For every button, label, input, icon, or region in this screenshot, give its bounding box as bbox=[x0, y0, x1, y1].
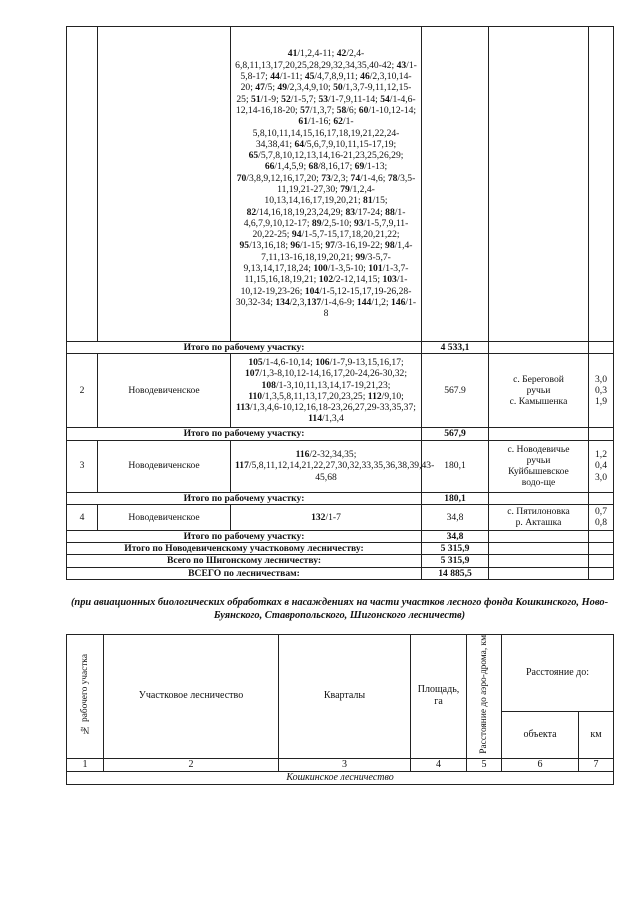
kvartal-number: 81 bbox=[363, 195, 373, 207]
kvartal-vydely: /1-4,6-12,14-16,18-20; bbox=[235, 93, 416, 116]
kvartal-vydely: /14,16,18,19,23,24,29; bbox=[256, 206, 346, 218]
kvartal-vydely: /17-24; bbox=[355, 206, 386, 218]
kvartal-number: 74 bbox=[350, 172, 361, 184]
kvartal-number: 51 bbox=[251, 93, 261, 105]
total-row bbox=[67, 342, 614, 354]
kvartal-vydely: /1,3,7-9,11,12,15-25; bbox=[236, 82, 412, 105]
col-number: 6 bbox=[502, 758, 579, 771]
distance-km: 0,7 0,8 bbox=[589, 504, 614, 530]
kvartal-vydely: /3,5-11,19,21-27,30; bbox=[277, 172, 416, 195]
total-label: ВСЕГО по лесничествам: bbox=[67, 567, 422, 579]
kvartal-number: 58 bbox=[336, 104, 347, 116]
kvartal-number: 96 bbox=[290, 240, 300, 252]
kvartal-vydely: /1-5,7,9,11-20,22-25; bbox=[252, 217, 409, 241]
kvartaly-cell bbox=[231, 27, 422, 342]
kvartal-number: 54 bbox=[380, 93, 390, 105]
kvartal-number: 114 bbox=[308, 413, 322, 425]
area: 34,8 bbox=[422, 504, 489, 530]
kvartal-vydely: /3-16,19-22; bbox=[334, 240, 386, 252]
kvartal-number: 102 bbox=[318, 274, 334, 286]
kvartal-vydely: /1,3,4,6-10,12,16,18-23,26,27,29-33,35,37; bbox=[249, 402, 416, 414]
kvartal-vydely: /1-15; bbox=[300, 240, 326, 252]
total-label: Всего по Шигонскому лесничеству: bbox=[67, 555, 422, 567]
destination: с. Пятилоновка р. Акташка bbox=[489, 504, 589, 530]
kvartal-vydely: /3-5,7-9,13,14,17,18,24; bbox=[243, 251, 391, 275]
kvartal-vydely: /1,4,5,9; bbox=[274, 161, 309, 173]
kvartal-number: 41 bbox=[287, 48, 298, 60]
kvartal-number: 45 bbox=[304, 71, 315, 83]
kvartal-vydely: /1,3,4 bbox=[322, 413, 344, 425]
kvartal-vydely: /5; bbox=[264, 82, 278, 94]
kvartal-number: 47 bbox=[255, 82, 265, 94]
kvartal-vydely: /1-4,6,7,9,10,12-17; bbox=[243, 206, 406, 229]
kvartal-number: 101 bbox=[368, 263, 383, 275]
lesnichestvo: Новодевиченское bbox=[98, 504, 231, 530]
col-header-km: км bbox=[579, 712, 614, 758]
kvartal-vydely: /1,2,4-10,13,14,16,17,19,20,21; bbox=[264, 184, 375, 207]
kvartal-vydely: /5,6,7,9,10,11,15-17,19; bbox=[304, 138, 397, 150]
kvartal-vydely: /1-7 bbox=[325, 511, 341, 523]
kvartal-number: 105 bbox=[248, 356, 263, 368]
kvartal-number: 57 bbox=[300, 104, 310, 116]
kvartaly-cell bbox=[231, 504, 422, 530]
kvartal-vydely: /3,8,9,12,16,17,20; bbox=[246, 172, 322, 184]
kvartal-number: 103 bbox=[382, 274, 397, 286]
total-row bbox=[67, 530, 614, 542]
kvartal-number: 64 bbox=[294, 138, 305, 150]
kvartal-vydely: /1,4-7,11,13-16,18,19,20,21; bbox=[261, 240, 413, 263]
col-number: 3 bbox=[279, 758, 411, 771]
col-number: 5 bbox=[467, 758, 502, 771]
header-table bbox=[66, 634, 614, 785]
kvartal-vydely: /1-3,5-10; bbox=[327, 263, 369, 275]
lesnichestvo: Новодевиченское bbox=[98, 440, 231, 492]
col-header-lesnichestvo: Участковое лесничество bbox=[104, 635, 279, 759]
col-header-area: Площадь, га bbox=[411, 635, 467, 759]
total-row bbox=[67, 492, 614, 504]
kvartal-number: 50 bbox=[333, 82, 343, 94]
kvartal-number: 137 bbox=[306, 296, 322, 308]
kvartal-vydely: /1-3,7-11,15,16,18,19,21; bbox=[244, 263, 409, 286]
total-value: 34,8 bbox=[422, 530, 489, 542]
total-value: 4 533,1 bbox=[422, 342, 489, 354]
col-header-number: № рабочего участка bbox=[79, 654, 90, 735]
table-row bbox=[67, 504, 614, 530]
kvartal-number: 61 bbox=[298, 116, 308, 128]
kvartal-number: 97 bbox=[325, 240, 335, 252]
total-value: 5 315,9 bbox=[422, 543, 489, 555]
kvartal-vydely: /2,3; bbox=[330, 172, 351, 184]
kvartal-number: 42 bbox=[336, 48, 347, 60]
kvartal-number: 112 bbox=[367, 390, 382, 402]
kvartal-number: 99 bbox=[355, 251, 365, 263]
col-number: 4 bbox=[411, 758, 467, 771]
kvartal-number: 68 bbox=[308, 161, 319, 173]
kvartal-vydely: /9,10; bbox=[381, 390, 404, 402]
kvartal-number: 113 bbox=[236, 402, 250, 414]
kvartal-vydely: /1-4,6-9; bbox=[321, 296, 357, 308]
total-row bbox=[67, 555, 614, 567]
kvartal-vydely: /1-16; bbox=[308, 116, 334, 128]
kvartal-number: 73 bbox=[321, 172, 331, 184]
kvartaly-cell bbox=[231, 440, 435, 492]
kvartal-vydely: /1-5,12-15,17,19-26,28-30,32-34; bbox=[235, 285, 412, 308]
kvartal-number: 132 bbox=[311, 511, 326, 523]
kvartal-vydely: /1,3-8,10,12-14,16,17,20-24,26-30,32; bbox=[259, 368, 408, 380]
kvartal-number: 43 bbox=[396, 59, 407, 71]
row-number: 4 bbox=[67, 504, 98, 530]
kvartaly-cell bbox=[231, 354, 422, 428]
section-title: Кошкинское лесничество bbox=[67, 771, 614, 784]
total-row bbox=[67, 428, 614, 440]
total-value: 567,9 bbox=[422, 428, 489, 440]
kvartal-vydely: /1-7,9,11-14; bbox=[328, 93, 381, 105]
kvartal-number: 89 bbox=[311, 217, 322, 229]
kvartal-vydely: /5,7,8,10,12,13,14,16-21,23,25,26,29; bbox=[258, 150, 404, 162]
col-header-kvartaly: Кварталы bbox=[279, 635, 411, 759]
kvartal-number: 78 bbox=[387, 172, 398, 184]
total-value: 5 315,9 bbox=[422, 555, 489, 567]
kvartal-vydely: /13,16,18; bbox=[249, 240, 291, 252]
total-value: 180,1 bbox=[422, 492, 489, 504]
kvartal-number: 110 bbox=[248, 390, 263, 402]
col-header-distance-to: Расстояние до: bbox=[502, 635, 614, 712]
kvartal-vydely: /1,2; bbox=[371, 296, 392, 308]
kvartal-number: 83 bbox=[345, 206, 356, 218]
total-label: Итого по рабочему участку: bbox=[67, 342, 422, 354]
kvartal-vydely: /1,3,5,8,11,13,17,20,23,25; bbox=[262, 390, 368, 402]
kvartal-number: 46 bbox=[360, 71, 370, 83]
total-label: Итого по рабочему участку: bbox=[67, 428, 422, 440]
kvartal-vydely: /1-5,7; bbox=[290, 93, 319, 105]
kvartal-vydely: /1-5,8,10,11,14,15,16,17,18,19,21,22,24-34,38,41; bbox=[252, 116, 400, 150]
kvartal-vydely: /1-4,6; bbox=[360, 172, 388, 184]
kvartal-number: 70 bbox=[236, 172, 247, 184]
kvartal-number: 88 bbox=[385, 206, 395, 218]
kvartal-number: 94 bbox=[291, 229, 302, 241]
kvartal-vydely: /15; bbox=[372, 195, 388, 207]
forest-table bbox=[66, 26, 614, 580]
kvartal-number: 144 bbox=[356, 296, 372, 308]
kvartal-number: 66 bbox=[264, 161, 275, 173]
kvartal-vydely: /1-11; bbox=[279, 71, 305, 83]
kvartal-vydely: /2-32,34,35; bbox=[309, 449, 357, 461]
kvartal-number: 53 bbox=[318, 93, 329, 105]
kvartal-vydely: /2,5-10; bbox=[321, 217, 355, 229]
kvartal-number: 69 bbox=[354, 161, 365, 173]
lesnichestvo: Новодевиченское bbox=[98, 354, 231, 428]
kvartal-vydely: /2,3, bbox=[289, 296, 307, 308]
kvartal-number: 98 bbox=[385, 240, 395, 252]
kvartal-number: 60 bbox=[358, 104, 369, 116]
kvartal-vydely: /1-13; bbox=[364, 161, 388, 173]
kvartal-number: 44 bbox=[270, 71, 280, 83]
kvartal-number: 116 bbox=[295, 449, 310, 461]
kvartal-vydely: /1-8 bbox=[323, 296, 417, 320]
total-row bbox=[67, 543, 614, 555]
kvartal-vydely: /2,3,4,9,10; bbox=[287, 82, 334, 94]
kvartal-number: 107 bbox=[244, 368, 260, 380]
kvartal-vydely: /2,4-6,8,11,13,17,20,25,28,29,32,34,35,40-42; bbox=[235, 48, 397, 71]
row-number: 3 bbox=[67, 440, 98, 492]
kvartal-number: 52 bbox=[281, 93, 291, 105]
col-number: 7 bbox=[579, 758, 614, 771]
header-row bbox=[67, 635, 614, 712]
kvartal-number: 79 bbox=[340, 184, 350, 195]
kvartal-vydely: /1-10,12-19,23-26; bbox=[240, 274, 408, 297]
table-row bbox=[67, 27, 614, 342]
row-number: 2 bbox=[67, 354, 98, 428]
kvartal-vydely: /8,16,17; bbox=[318, 161, 355, 173]
total-label: Итого по Новодевиченскому участковому лесничеству: bbox=[67, 543, 422, 555]
kvartal-number: 106 bbox=[315, 356, 330, 368]
total-row bbox=[67, 567, 614, 579]
kvartal-number: 117 bbox=[235, 460, 249, 472]
kvartal-vydely: /4,7,8,9,11; bbox=[314, 71, 361, 83]
kvartal-vydely: /1-5,7-15,17,18,20,21,22; bbox=[301, 229, 400, 241]
kvartal-number: 104 bbox=[304, 285, 320, 297]
kvartal-vydely: /5,8,11,12,14,21,22,27,30,32,33,35,36,38,39,43-45,68 bbox=[248, 460, 435, 483]
table-row bbox=[67, 354, 614, 428]
kvartal-vydely: /1-10,12-14; bbox=[368, 104, 417, 116]
kvartal-vydely: /1,3,7; bbox=[309, 104, 337, 116]
note-caption: (при авиационных биологических обработках в насаждениях на части участков лесного фонда Кошкинского, Ново-Буянского, Ставропольского, Шигонского лесничеств) bbox=[70, 597, 609, 622]
destination: с. Новодевичье ручьи Куйбышевское водо-ще bbox=[489, 440, 589, 492]
area: 180,1 bbox=[422, 440, 489, 492]
kvartal-number: 82 bbox=[246, 206, 257, 218]
kvartal-vydely: /2,3,10,14-20; bbox=[240, 71, 412, 94]
kvartal-number: 108 bbox=[261, 379, 276, 391]
kvartal-vydely: /1-3,10,11,13,14,17-19,21,23; bbox=[275, 379, 391, 391]
kvartal-number: 93 bbox=[354, 217, 364, 229]
distance-km: 3,0 0,3 1,9 bbox=[589, 354, 614, 428]
col-number: 1 bbox=[67, 758, 104, 771]
total-value: 14 885,5 bbox=[422, 567, 489, 579]
total-label: Итого по рабочему участку: bbox=[67, 492, 422, 504]
kvartal-vydely: /1-7,9-13,15,16,17; bbox=[329, 356, 404, 368]
col-header-distance-airfield: Расстояние до аэро-дрома, км bbox=[478, 635, 489, 754]
distance-km: 1,2 0,4 3,0 bbox=[589, 440, 614, 492]
col-header-object: объекта bbox=[502, 712, 579, 758]
destination: с. Береговой ручьи с. Камышенка bbox=[489, 354, 589, 428]
total-label: Итого по рабочему участку: bbox=[67, 530, 422, 542]
kvartal-vydely: /1-9; bbox=[260, 93, 282, 105]
kvartal-number: 49 bbox=[277, 82, 287, 94]
kvartal-number: 134 bbox=[275, 296, 290, 308]
kvartal-vydely: /2-12,14,15; bbox=[333, 274, 383, 286]
section-row bbox=[67, 771, 614, 784]
column-numbers-row bbox=[67, 758, 614, 771]
kvartal-vydely: /1-4,6-10,14; bbox=[262, 356, 316, 368]
kvartal-number: 62 bbox=[333, 116, 343, 128]
kvartal-number: 65 bbox=[248, 150, 259, 162]
kvartal-number: 100 bbox=[313, 263, 328, 275]
kvartal-number: 146 bbox=[391, 296, 406, 308]
col-number: 2 bbox=[104, 758, 279, 771]
table-row bbox=[67, 440, 614, 492]
kvartal-vydely: /1-5,8-17; bbox=[240, 59, 417, 83]
kvartal-vydely: /1,2,4-11; bbox=[297, 48, 337, 60]
area: 567.9 bbox=[422, 354, 489, 428]
kvartal-vydely: /6; bbox=[346, 104, 359, 116]
kvartal-number: 95 bbox=[239, 240, 250, 252]
